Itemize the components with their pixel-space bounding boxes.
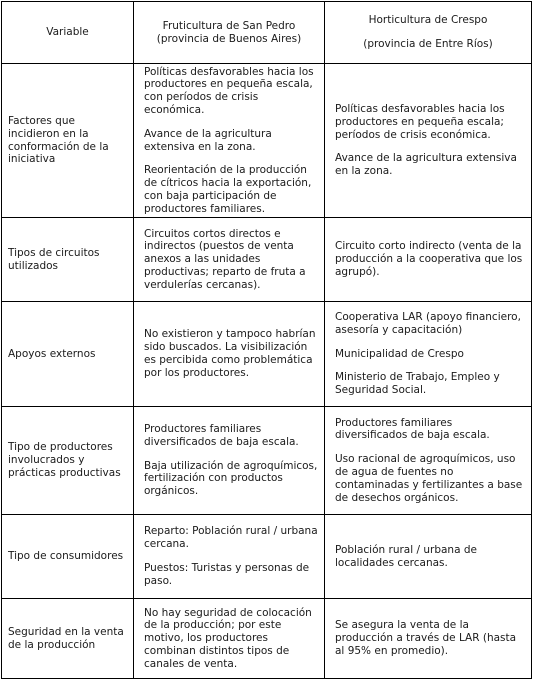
table-row: [2, 218, 532, 302]
crespo-cell: [325, 599, 532, 679]
variable-cell: [2, 218, 134, 302]
header-row: [2, 2, 532, 64]
cell-paragraph: Productores familiares diversificados de baja escala.: [144, 423, 299, 448]
san-pedro-cell: [134, 599, 325, 679]
variable-label: Factores que incidieron en la conformación de la iniciativa: [8, 114, 109, 166]
table-row: [2, 407, 532, 515]
table-row: [2, 599, 532, 679]
variable-label: Apoyos externos: [8, 347, 96, 360]
header-crespo-province: (provincia de Entre Ríos): [363, 38, 493, 50]
header-crespo: [325, 2, 532, 64]
cell-paragraph: Políticas desfavorables hacia los productores en pequeña escala, con períodos de crisis económica.: [144, 65, 314, 116]
variable-label: Tipo de consumidores: [8, 550, 124, 563]
cell-paragraph: No existieron y tampoco habrían sido buscados. La visibilización es percibida como problemática por los productores.: [144, 328, 316, 379]
san-pedro-cell: [134, 218, 325, 302]
variable-cell: [2, 64, 134, 218]
header-variable: [2, 2, 134, 64]
san-pedro-cell: [134, 64, 325, 218]
variable-cell: [2, 515, 134, 599]
cell-paragraph: Ministerio de Trabajo, Empleo y Seguridad Social.: [335, 371, 500, 397]
san-pedro-cell: [134, 302, 325, 407]
variable-cell: [2, 302, 134, 407]
variable-cell: [2, 599, 134, 679]
cell-paragraph: Uso racional de agroquímicos, uso de agua de fuentes no contaminadas y fertilizantes a base de desechos orgánicos.: [335, 453, 523, 504]
cell-paragraph: Avance de la agricultura extensiva en la zona.: [335, 152, 517, 178]
crespo-cell: [325, 515, 532, 599]
variable-label: Tipos de circuitos utilizados: [8, 246, 100, 272]
cell-paragraph: Políticas desfavorables hacia los productores en pequeña escala; períodos de crisis económica.: [335, 103, 505, 141]
header-variable-label: Variable: [46, 26, 89, 39]
header-san-pedro-province: (provincia de Buenos Aires): [156, 32, 302, 45]
cell-paragraph: Reorientación de la producción de cítricos hacia la exportación, con baja participación de productores familiares.: [144, 164, 312, 215]
crespo-cell: [325, 64, 532, 218]
header-crespo-title: Horticultura de Crespo: [368, 14, 488, 27]
variable-cell: [2, 407, 134, 515]
cell-paragraph: Cooperativa LAR (apoyo financiero, asesoría y capacitación): [335, 311, 521, 336]
comparison-table: [1, 1, 532, 679]
cell-paragraph: Reparto: Población rural / urbana cercana.: [144, 525, 318, 551]
crespo-cell: [325, 407, 532, 515]
table-row: [2, 515, 532, 599]
cell-paragraph: Población rural / urbana de localidades cercanas.: [335, 543, 477, 569]
san-pedro-cell: [134, 407, 325, 515]
cell-paragraph: Avance de la agricultura extensiva en la zona.: [144, 127, 272, 153]
cell-paragraph: Circuitos cortos directos e indirectos (puestos de venta anexos a las unidades productivas; reparto de fruta a verdulerías cercanas).: [144, 227, 306, 291]
header-san-pedro-title: Fruticultura de San Pedro: [162, 19, 296, 32]
crespo-cell: [325, 218, 532, 302]
cell-paragraph: Circuito corto indirecto (venta de la producción a la cooperativa que los agrupó).: [335, 240, 523, 278]
san-pedro-cell: [134, 515, 325, 599]
cell-paragraph: Municipalidad de Crespo: [335, 347, 464, 360]
cell-paragraph: No hay seguridad de colocación de la producción; por este motivo, los productores combinan distintos tipos de canales de venta.: [144, 606, 312, 670]
table-row: [2, 64, 532, 218]
variable-label: Tipo de productores involucrados y prácticas productivas: [8, 441, 121, 479]
header-san-pedro: [134, 2, 325, 64]
table-row: [2, 302, 532, 407]
cell-paragraph: Baja utilización de agroquímicos, fertilización con productos orgánicos.: [144, 459, 318, 498]
cell-paragraph: Se asegura la venta de la producción a través de LAR (hasta al 95% en promedio).: [335, 619, 517, 657]
variable-label: Seguridad en la venta de la producción: [8, 625, 124, 651]
cell-paragraph: Puestos: Turistas y personas de paso.: [144, 562, 310, 587]
crespo-cell: [325, 302, 532, 407]
cell-paragraph: Productores familiares diversificados de baja escala.: [335, 416, 490, 442]
